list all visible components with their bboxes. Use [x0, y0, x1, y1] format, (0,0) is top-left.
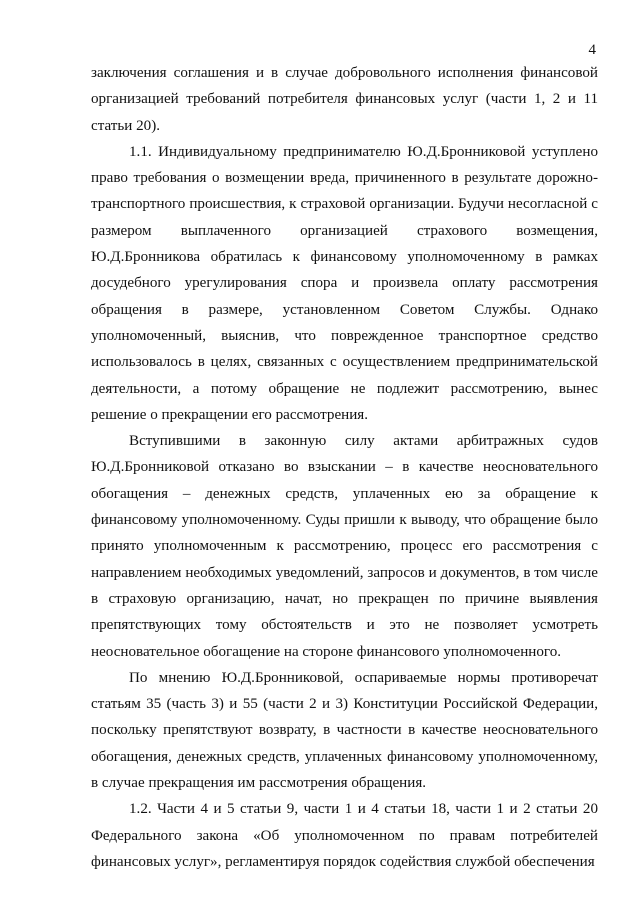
page-number: 4 — [588, 42, 596, 58]
document-body — [91, 60, 598, 875]
paragraph-court-decision: Вступившими в законную силу актами арбитражных судов Ю.Д.Бронниковой отказано во взыскании – в качестве неосновательного обогащения – денежных средств, уплаченных ею за обращение к финансовому уполномоченному. Суды пришли к выводу, что обращение было принято уполномоченным к рассмотрению, процесс его рассмотрения с направлением необходимых уведомлений, запросов и документов, в том числе в страховую организацию, начат, но прекращен по причине выявления препятствующих тому обстоятельств и это не позволяет усмотреть неосновательное обогащение на стороне финансового уполномоченного. — [91, 433, 598, 660]
paragraph-applicant-opinion: По мнению Ю.Д.Бронниковой, оспариваемые нормы противоречат статьям 35 (часть 3) и 55 (части 2 и 3) Конституции Российской Федерации, поскольку препятствуют возврату, в частности в качестве неосновательного обогащения, денежных средств, уплаченных финансовому уполномоченному, в случае прекращения им рассмотрения обращения. — [91, 669, 598, 792]
paragraph-continuation: заключения соглашения и в случае добровольного исполнения финансовой организацией требований потребителя финансовых услуг (части 1, 2 и 11 статьи 20). — [91, 65, 598, 134]
paragraph-1-2: 1.2. Части 4 и 5 статьи 9, части 1 и 4 статьи 18, части 1 и 2 статьи 20 Федерального закона «Об уполномоченном по правам потребителей финансовых услуг», регламентируя порядок содействия службой обеспечения — [91, 801, 598, 870]
paragraph-1-1: 1.1. Индивидуальному предпринимателю Ю.Д.Бронниковой уступлено право требования о возмещении вреда, причиненного в результате дорожно-транспортного происшествия, к страховой организации. Будучи несогласной с размером выплаченного организацией страхового возмещения, Ю.Д.Бронникова обратилась к финансовому уполномоченному в рамках досудебного урегулирования спора и произвела оплату рассмотрения обращения в размере, установленном Советом Службы. Однако уполномоченный, выяснив, что поврежденное транспортное средство использовалось в целях, связанных с осуществлением предпринимательской деятельности, а потому обращение не подлежит рассмотрению, вынес решение о прекращении его рассмотрения. — [91, 143, 598, 423]
